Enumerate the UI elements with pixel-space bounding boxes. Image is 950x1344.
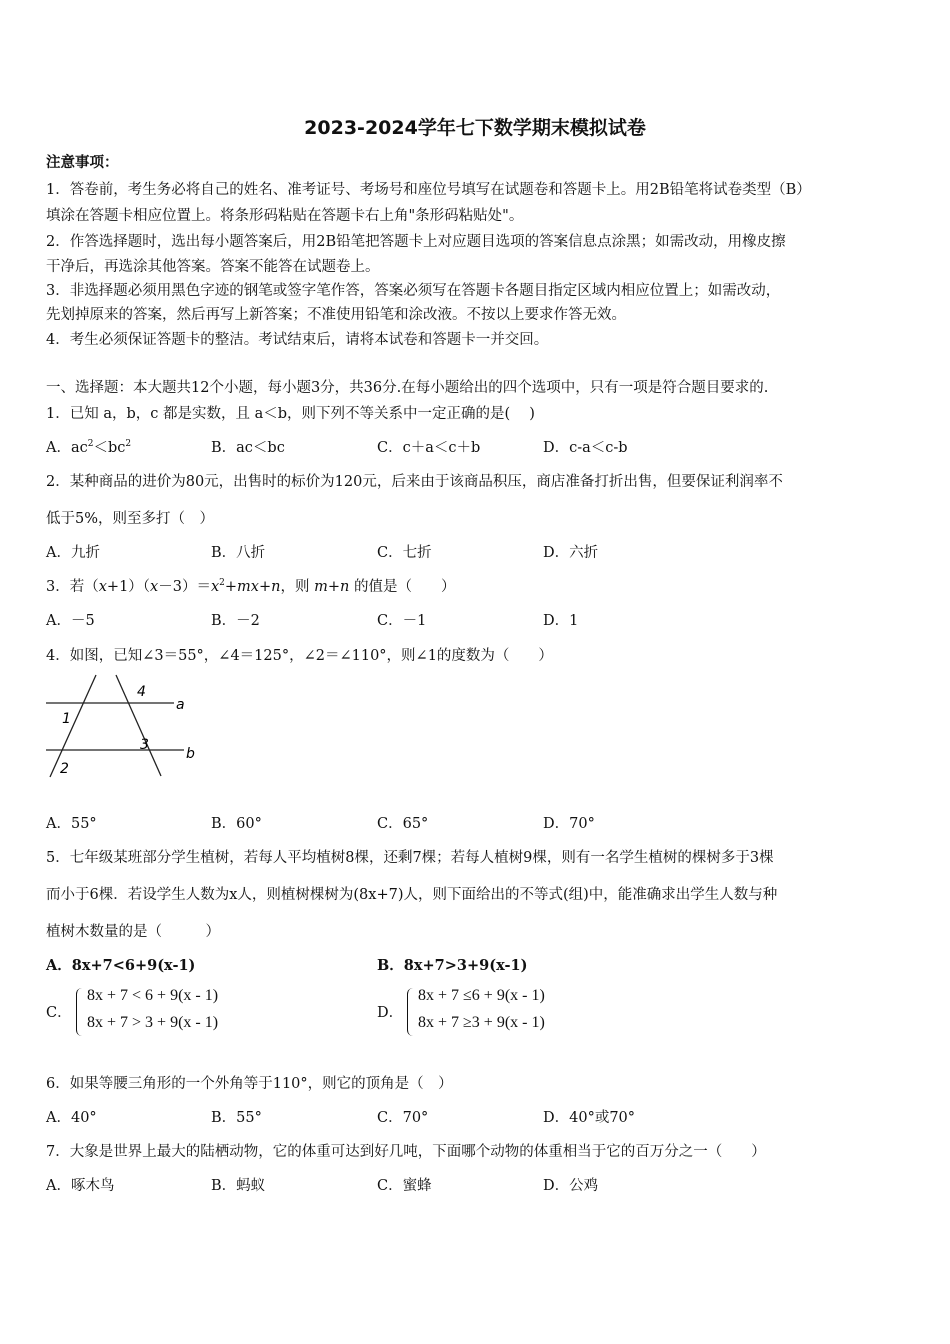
q2-option-b: B．八折 bbox=[211, 545, 266, 561]
q2-options bbox=[46, 541, 906, 561]
q4-option-b: B．60° bbox=[211, 816, 262, 832]
q6-option-a: A．40° bbox=[46, 1110, 97, 1126]
q5-stem: 5．七年级某班部分学生植树，若每人平均植树8棵，还剩7棵；若每人植树9棵，则有一名学生植树的棵树多于3棵 bbox=[46, 850, 774, 866]
angle-2-label: 2 bbox=[60, 761, 69, 777]
notice-line: 干净后，再选涂其他答案。答案不能答在试题卷上。 bbox=[46, 259, 380, 275]
q6-option-d: D．40°或70° bbox=[543, 1110, 636, 1126]
notice-line: 先划掉原来的答案，然后再写上新答案；不准使用铅笔和涂改液。不按以上要求作答无效。 bbox=[46, 307, 626, 323]
angle-3-label: 3 bbox=[140, 737, 149, 753]
q2-option-d: D．六折 bbox=[543, 545, 599, 561]
q7-option-b: B．蚂蚁 bbox=[211, 1178, 266, 1194]
q5-option-b: B．8x+7>3+9(x-1) bbox=[377, 957, 528, 974]
q4-stem: 4．如图，已知∠3＝55°，∠4＝125°，∠2＝∠110°，则∠1的度数为（ ） bbox=[46, 648, 553, 664]
q5-stem: 而小于6棵．若设学生人数为x人，则植树棵树为(8x+7)人，则下面给出的不等式(组)中，能准确求出学生人数与种 bbox=[46, 887, 778, 903]
brace bbox=[407, 988, 414, 1036]
section-heading: 一、选择题：本大题共12个小题，每小题3分，共36分.在每小题给出的四个选项中，只有一项是符合题目要求的. bbox=[46, 380, 769, 396]
q6-option-b: B．55° bbox=[211, 1110, 262, 1126]
q1-option-b: B．ac＜bc bbox=[211, 440, 285, 456]
q1-option-c: C．c＋a＜c＋b bbox=[377, 440, 481, 456]
angle-4-label: 4 bbox=[137, 684, 146, 700]
notice-line: 3．非选择题必须用黑色字迹的钢笔或签字笔作答，答案必须写在答题卡各题目指定区域内相应位置上；如需改动， bbox=[46, 283, 781, 299]
q4-option-c: C．65° bbox=[377, 816, 429, 832]
q7-stem: 7．大象是世界上最大的陆栖动物，它的体重可达到好几吨，下面哪个动物的体重相当于它的百万分之一（ ） bbox=[46, 1144, 766, 1160]
q3-option-b: B．－2 bbox=[211, 613, 260, 629]
q4-options bbox=[46, 812, 906, 832]
q6-stem: 6．如果等腰三角形的一个外角等于110°，则它的顶角是（ ） bbox=[46, 1076, 453, 1092]
q7-option-d: D．公鸡 bbox=[543, 1178, 599, 1194]
q3-option-c: C．－1 bbox=[377, 613, 427, 629]
q3-stem: 3．若$(x+1)(x-3)=x^2+mx+n$，则 m+n 的值是（ ） bbox=[46, 578, 456, 595]
q2-stem: 低于5%，则至多打（ ） bbox=[46, 511, 215, 527]
q4-option-d: D．70° bbox=[543, 816, 595, 832]
notice-line: 填涂在答题卡相应位置上。将条形码粘贴在答题卡右上角"条形码粘贴处"。 bbox=[46, 208, 524, 224]
q6-option-c: C．70° bbox=[377, 1110, 429, 1126]
notice-line: 1．答卷前，考生务必将自己的姓名、准考证号、考场号和座位号填写在试题卷和答题卡上。用2B铅笔将试卷类型（B） bbox=[46, 182, 811, 198]
line-a-label: a bbox=[176, 697, 185, 713]
transversal-left bbox=[50, 675, 96, 777]
q7-option-a: A．啄木鸟 bbox=[46, 1178, 115, 1194]
notice-line: 2．作答选择题时，选出每小题答案后，用2B铅笔把答题卡上对应题目选项的答案信息点涂黑；如需改动，用橡皮擦 bbox=[46, 234, 786, 250]
q3-option-a: A．－5 bbox=[46, 613, 95, 629]
q1-options bbox=[46, 436, 906, 456]
page-title: 2023-2024学年七下数学期末模拟试卷 bbox=[304, 117, 646, 139]
q1-stem: 1．已知 a，b，c 都是实数，且 a＜b，则下列不等关系中一定正确的是( ) bbox=[46, 406, 535, 422]
q2-option-a: A．九折 bbox=[46, 545, 100, 561]
q3-option-d: D．1 bbox=[543, 613, 579, 629]
line-b-label: b bbox=[186, 746, 195, 762]
notice-heading: 注意事项： bbox=[46, 154, 119, 171]
q5-options bbox=[46, 954, 906, 974]
q6-options bbox=[46, 1106, 906, 1126]
q1-option-a: A．$ac^2<bc^2$ bbox=[46, 439, 132, 456]
q1-option-d: D．c-a＜c-b bbox=[543, 440, 628, 456]
q5-option-a: A．8x+7<6+9(x-1) bbox=[46, 957, 196, 974]
q7-option-c: C．蜜蜂 bbox=[377, 1178, 432, 1194]
brace bbox=[76, 988, 83, 1036]
notice-line: 4．考生必须保证答题卡的整洁。考试结束后，请将本试卷和答题卡一并交回。 bbox=[46, 332, 549, 348]
q2-stem: 2．某种商品的进价为80元，出售时的标价为120元，后来由于该商品积压，商店准备打折出售，但要保证利润率不 bbox=[46, 474, 783, 490]
q5-stem: 植树木数量的是（ ） bbox=[46, 924, 220, 940]
q2-option-c: C．七折 bbox=[377, 545, 432, 561]
q4-figure bbox=[44, 672, 204, 784]
angle-1-label: 1 bbox=[62, 711, 71, 727]
q4-option-a: A．55° bbox=[46, 816, 97, 832]
q3-options bbox=[46, 609, 906, 629]
q7-options bbox=[46, 1174, 906, 1194]
